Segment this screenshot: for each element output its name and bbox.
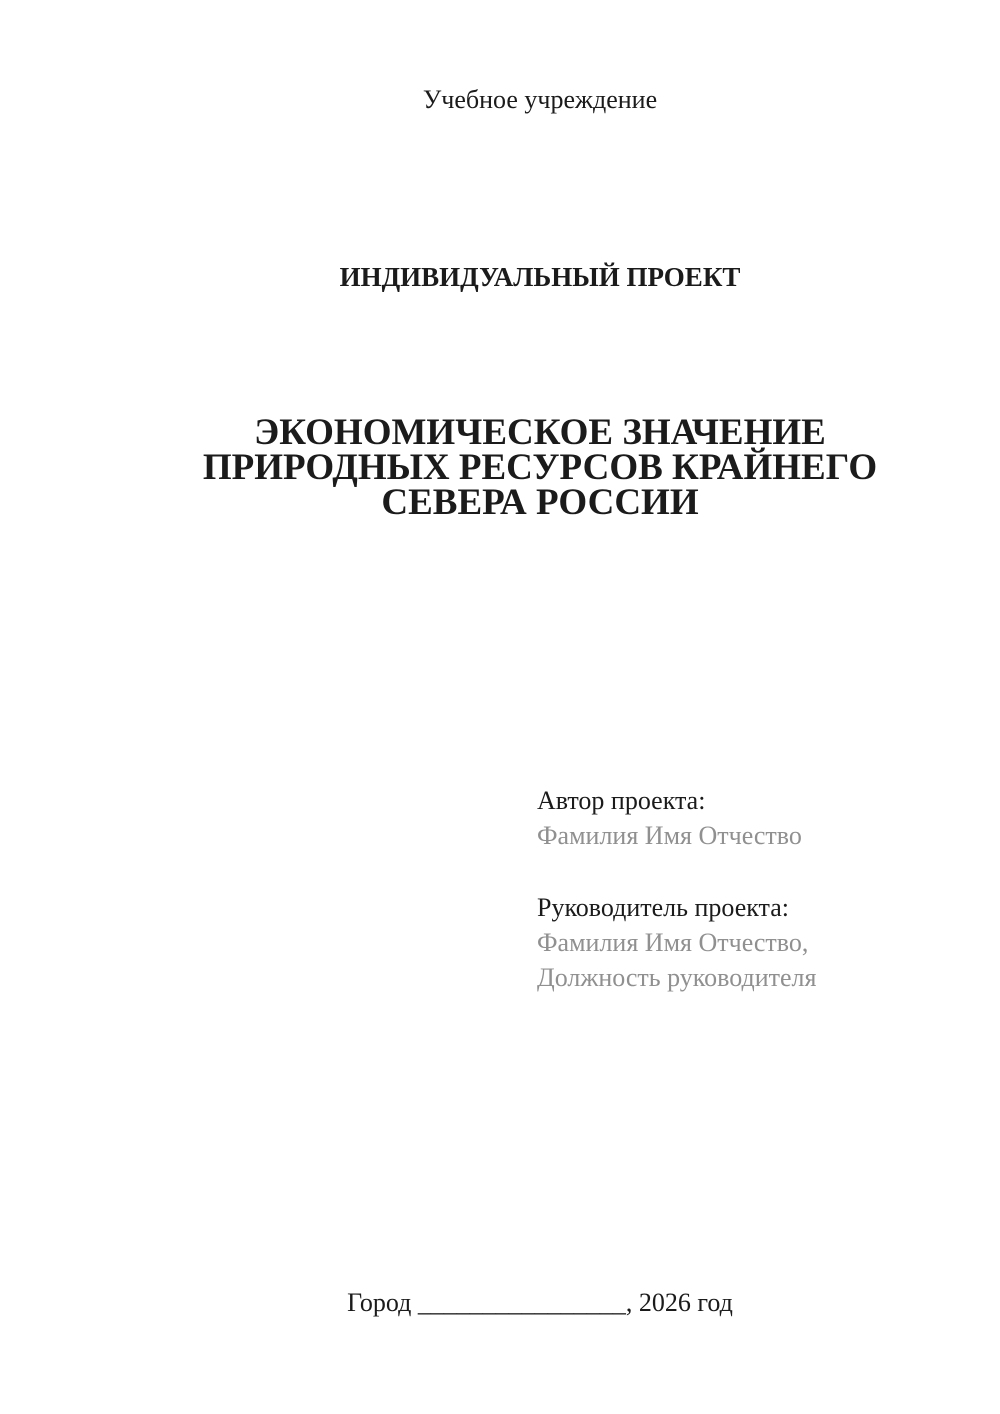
- author-section: [537, 783, 816, 853]
- project-title-line-1: ЭКОНОМИЧЕСКОЕ ЗНАЧЕНИЕ: [254, 412, 826, 453]
- supervisor-section: [537, 890, 816, 995]
- project-type-label: ИНДИВИДУАЛЬНЫЙ ПРОЕКТ: [339, 262, 741, 292]
- organization-name: Учебное учреждение: [422, 85, 658, 114]
- supervisor-label: Руководитель проекта:: [537, 893, 790, 922]
- project-title: [148, 412, 932, 523]
- project-title-line-3: СЕВЕРА РОССИИ: [381, 482, 699, 523]
- credits-block: [537, 783, 816, 995]
- supervisor-name-placeholder: Фамилия Имя Отчество,: [537, 928, 809, 957]
- city-year-line: Город ________________, 2026 год: [347, 1288, 733, 1317]
- author-label: Автор проекта:: [537, 786, 706, 815]
- supervisor-position-placeholder: Должность руководителя: [537, 963, 817, 992]
- author-name-placeholder: Фамилия Имя Отчество: [537, 821, 802, 850]
- project-title-line-2: ПРИРОДНЫХ РЕСУРСОВ КРАЙНЕГО: [202, 447, 878, 488]
